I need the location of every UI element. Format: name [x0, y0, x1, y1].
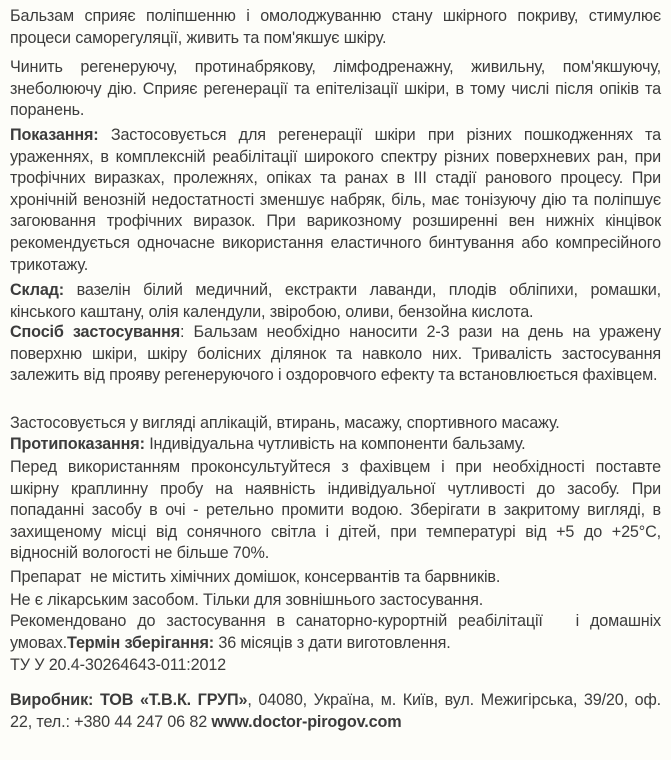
free-of-additives-paragraph: Препарат не містить хімічних домішок, консервантів та барвників. — [10, 568, 501, 586]
composition-section — [10, 280, 661, 323]
manufacturer-section — [10, 690, 661, 733]
recommendation-section — [10, 611, 666, 654]
usage-label: Спосіб застосування — [10, 323, 181, 341]
indications-text: Застосовується для регенерації шкіри при різних пошкодженнях та ураженнях, в комплексній реабілітації широкого спектру різних поверхневих ран, при трофічних виразках, пролежнях, опіках та ранах в III стадії ранового процесу. При хронічній венозній недостатності зменшує набряк, біль, має тонізуючу дію та поліпшує загоювання трофічних виразок. При варикозному розширенні вен нижніх кінцівок рекомендується одночасне використання еластичного бинтування або компресійного трикотажу. — [10, 126, 661, 274]
usage-text: : Бальзам необхідно наносити 2-3 рази на день на уражену поверхню шкіри, шкіру болісних ділянок та навколо них. Тривалість застосування залежить від прояву регенеруючого і оздоровчого ефекту та встановлюється фахівцем. — [10, 323, 661, 385]
composition-text: вазелін білий медичний, екстракти лаванди, плодів обліпихи, ромашки, кінського каштану, олія календули, звіробою, оливи, бензойна кислота. — [10, 281, 661, 321]
manufacturer-label: Виробник: — [10, 691, 94, 709]
usage-section — [10, 322, 661, 387]
contraindications-label: Протипоказання: — [10, 435, 145, 453]
intro-paragraph-1: Бальзам сприяє поліпшенню і омолоджуванню стану шкірного покриву, стимулює процеси саморегуляції, живить та пом'якшує шкіру. — [10, 7, 661, 47]
composition-label: Склад: — [10, 281, 65, 299]
manufacturer-address: , 04080, Україна, м. Київ, вул. Межигірська, 39/20, оф. 22, тел.: +380 44 247 06 82 — [10, 691, 661, 731]
not-medicine-paragraph: Не є лікарським засобом. Тільки для зовнішнього застосування. — [10, 591, 484, 609]
recommendation-text: Рекомендовано до застосування в санаторно-курортній реабілітації і домашніх умовах. — [10, 612, 666, 652]
contraindications-text: Індивідуальна чутливість на компоненти бальзаму. — [144, 435, 526, 453]
intro-paragraph-2: Чинить регенеруючу, протинабрякову, лімфодренажну, живильну, пом'якшуючу, знеболюючу дію. Сприяє регенерації та епітелізації шкіри, в тому числі після опіків та поранень. — [10, 58, 661, 120]
shelf-life-label: Термін зберігання: — [67, 633, 214, 652]
indications-label: Показання: — [10, 126, 99, 144]
technical-specification: ТУ У 20.4-30264643-011:2012 — [10, 656, 227, 674]
manufacturer-company: ТОВ «Т.В.К. ГРУП» — [99, 691, 248, 709]
contraindications-section — [10, 434, 661, 456]
application-forms-paragraph: Застосовується у вигляді аплікацій, втирань, масажу, спортивного масажу. — [10, 414, 560, 432]
indications-section — [10, 125, 661, 276]
manufacturer-website: www.doctor-pirogov.com — [211, 712, 402, 731]
shelf-life-text: 36 місяців з дати виготовлення. — [214, 633, 451, 652]
warning-paragraph: Перед використанням проконсультуйтеся з фахівцем і при необхідності поставте шкірну краплинну пробу на наявність індивідуальної чутливості до засобу. При попаданні засобу в очі - ретельно промити водою. Зберігати в закритому вигляді, в захищеному місці від сонячного світла і дітей, при температурі від +5 до +25°С, відносній вологості не більше 70%. — [10, 458, 661, 563]
